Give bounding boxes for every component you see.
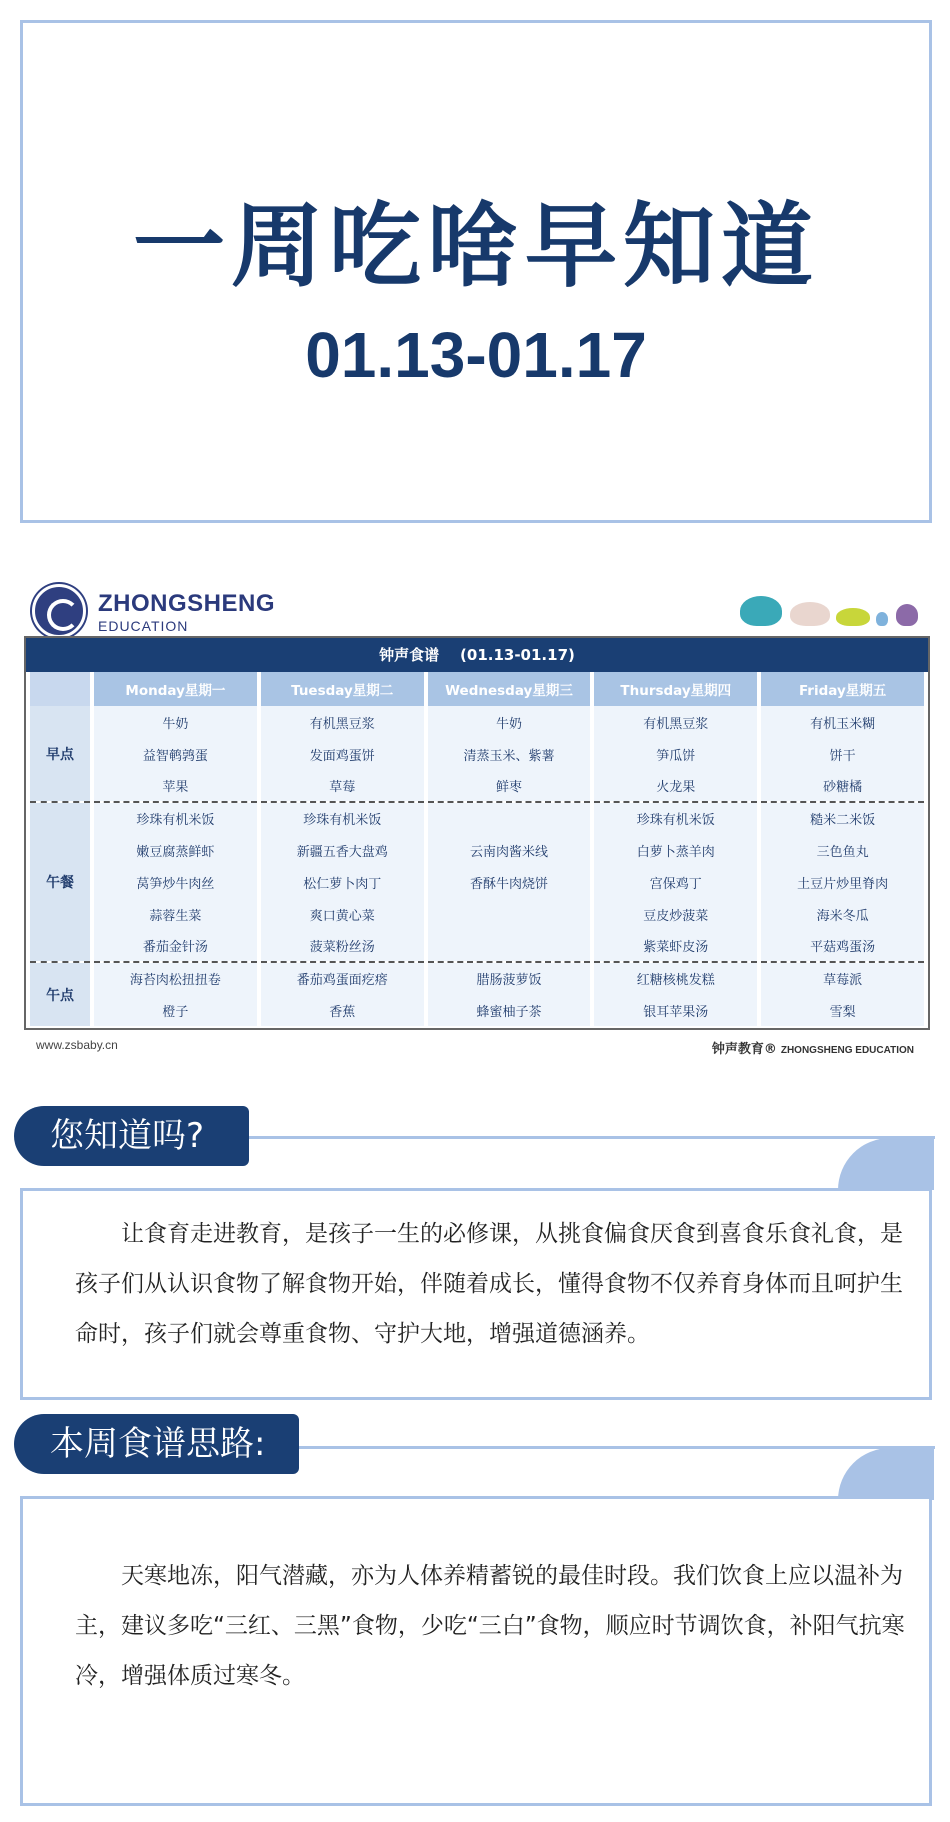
menu-cell: 珍珠有机米饭 (92, 802, 259, 834)
logo-seal-icon (32, 584, 86, 638)
day-header: Monday星期一 (92, 672, 259, 706)
day-header-blank (28, 672, 92, 706)
menu-cell: 红糖核桃发糕 (592, 962, 759, 994)
menu-cell: 白萝卜蒸羊肉 (592, 834, 759, 866)
day-header: Friday星期五 (759, 672, 926, 706)
menu-cell (426, 930, 593, 962)
section1-panel (20, 1188, 932, 1400)
day-header: Wednesday星期三 (426, 672, 593, 706)
logo (32, 584, 302, 634)
menu-cell: 宫保鸡丁 (592, 866, 759, 898)
site-url: www.zsbaby.cn (36, 1038, 118, 1052)
menu-cell: 海米冬瓜 (759, 898, 926, 930)
animal-decoration (740, 592, 920, 626)
day-header: Thursday星期四 (592, 672, 759, 706)
menu-cell: 云南肉酱米线 (426, 834, 593, 866)
menu-cell: 清蒸玉米、紫薯 (426, 738, 593, 770)
menu-cell: 豆皮炒菠菜 (592, 898, 759, 930)
menu-row (28, 770, 926, 802)
menu-row (28, 706, 926, 738)
menu-cell: 有机玉米糊 (759, 706, 926, 738)
menu-cell: 番茄鸡蛋面疙瘩 (259, 962, 426, 994)
menu-cell: 砂糖橘 (759, 770, 926, 802)
menu-row (28, 866, 926, 898)
menu-cell: 珍珠有机米饭 (592, 802, 759, 834)
menu-cell: 香酥牛肉烧饼 (426, 866, 593, 898)
menu-cell: 紫菜虾皮汤 (592, 930, 759, 962)
page-title: 一周吃啥早知道 (132, 193, 819, 300)
menu-cell (426, 898, 593, 930)
menu-cell: 爽口黄心菜 (259, 898, 426, 930)
date-range: 01.13-01.17 (305, 319, 647, 391)
menu-row (28, 738, 926, 770)
menu-cell: 银耳苹果汤 (592, 994, 759, 1026)
footer-brand-en: ZHONGSHENG EDUCATION (780, 1045, 914, 1056)
menu-cell: 笋瓜饼 (592, 738, 759, 770)
menu-cell: 苹果 (92, 770, 259, 802)
menu-cell: 菠菜粉丝汤 (259, 930, 426, 962)
menu-cell: 草莓派 (759, 962, 926, 994)
menu-cell: 土豆片炒里脊肉 (759, 866, 926, 898)
monkey-icon (896, 604, 918, 626)
menu-cell: 草莓 (259, 770, 426, 802)
menu-cell: 嫩豆腐蒸鲜虾 (92, 834, 259, 866)
menu-cell: 发面鸡蛋饼 (259, 738, 426, 770)
menu-cell: 雪梨 (759, 994, 926, 1026)
section2-text: 天寒地冻，阳气潜藏，亦为人体养精蓄锐的最佳时段。我们饮食上应以温补为主，建议多吃“三红、三黑”食物，少吃“三白”食物，顺应时节调饮食，补阳气抗寒冷，增强体质过寒冬。 (75, 1563, 905, 1689)
menu-cell: 益智鹌鹑蛋 (92, 738, 259, 770)
menu-cell: 莴笋炒牛肉丝 (92, 866, 259, 898)
menu-cell: 香蕉 (259, 994, 426, 1026)
bird-icon (876, 612, 888, 626)
menu-cell: 海苔肉松扭扭卷 (92, 962, 259, 994)
section1-top-line (200, 1136, 935, 1139)
logo-name: ZHONGSHENG (98, 590, 276, 617)
sheep-icon (790, 602, 830, 626)
menu-cell: 松仁萝卜肉丁 (259, 866, 426, 898)
menu-row (28, 962, 926, 994)
menu-cell: 三色鱼丸 (759, 834, 926, 866)
menu-cell (426, 802, 593, 834)
menu-cell: 鲜枣 (426, 770, 593, 802)
menu-row (28, 994, 926, 1026)
section2-corner-decoration (838, 1448, 934, 1500)
meal-label: 早点 (28, 706, 92, 802)
menu-row (28, 802, 926, 834)
elephant-icon (740, 596, 782, 626)
meal-label: 午点 (28, 962, 92, 1026)
menu-cell: 饼干 (759, 738, 926, 770)
menu-cell: 蒜蓉生菜 (92, 898, 259, 930)
logo-sub: EDUCATION (98, 618, 189, 634)
menu-cell: 有机黑豆浆 (592, 706, 759, 738)
menu-cell: 糙米二米饭 (759, 802, 926, 834)
meal-label: 午餐 (28, 802, 92, 962)
menu-cell: 腊肠菠萝饭 (426, 962, 593, 994)
menu-table-header: 钟声食谱 (01.13-01.17) (26, 638, 928, 672)
menu-cell: 牛奶 (92, 706, 259, 738)
menu-cell: 平菇鸡蛋汤 (759, 930, 926, 962)
menu-row (28, 930, 926, 962)
menu-cell: 珍珠有机米饭 (259, 802, 426, 834)
cat-icon (836, 608, 870, 626)
menu-cell: 有机黑豆浆 (259, 706, 426, 738)
section2-panel (20, 1496, 932, 1806)
section2-tag: 本周食谱思路: (14, 1414, 299, 1474)
day-header-row (28, 672, 926, 706)
footer-brand-cn: 钟声教育® (711, 1042, 777, 1057)
menu-row (28, 898, 926, 930)
section1-text: 让食育走进教育，是孩子一生的必修课，从挑食偏食厌食到喜食乐食礼食，是孩子们从认识食物了解食物开始，伴随着成长，懂得食物不仅养育身体而且呵护生命时，孩子们就会尊重食物、守护大地，增强道德涵养。 (75, 1221, 903, 1347)
day-header: Tuesday星期二 (259, 672, 426, 706)
menu-cell: 番茄金针汤 (92, 930, 259, 962)
menu-cell: 火龙果 (592, 770, 759, 802)
menu-cell: 橙子 (92, 994, 259, 1026)
menu-cell: 蜂蜜柚子茶 (426, 994, 593, 1026)
menu-cell: 牛奶 (426, 706, 593, 738)
menu-card (22, 570, 934, 1065)
menu-row (28, 834, 926, 866)
menu-table (24, 636, 930, 1030)
hero-panel (20, 20, 932, 523)
section1-corner-decoration (838, 1138, 934, 1190)
menu-cell: 新疆五香大盘鸡 (259, 834, 426, 866)
section1-tag: 您知道吗? (14, 1106, 249, 1166)
section2-top-line (260, 1446, 935, 1449)
footer-brand (712, 1038, 914, 1057)
